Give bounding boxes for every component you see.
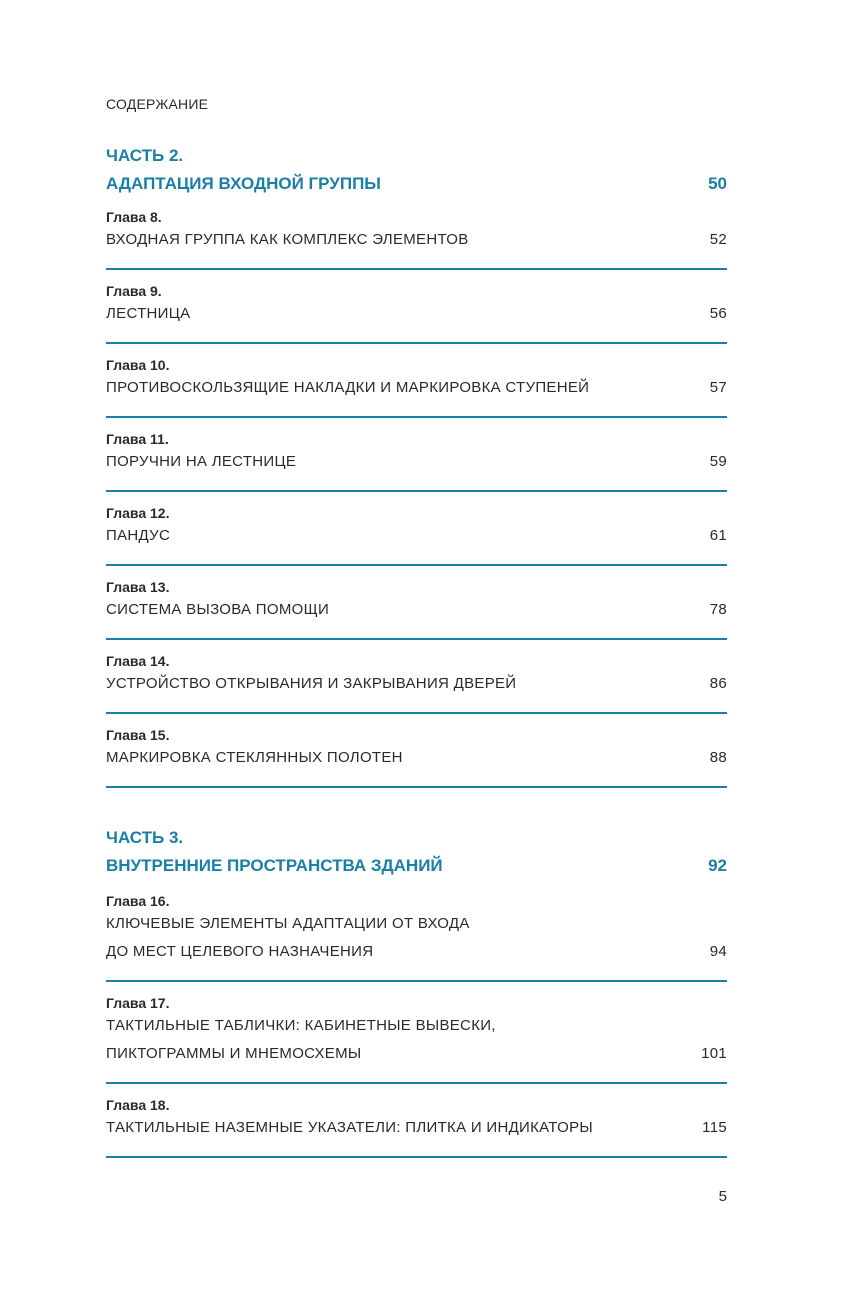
toc-chapter-14[interactable]	[106, 652, 727, 714]
chapter-page: 56	[709, 305, 727, 322]
toc-chapter-9[interactable]	[106, 282, 727, 344]
page-number: 5	[718, 1188, 727, 1205]
chapter-title: СИСТЕМА ВЫЗОВА ПОМОЩИ	[106, 601, 330, 618]
toc-chapter-12[interactable]	[106, 504, 727, 566]
chapter-label: Глава 13.	[106, 579, 170, 595]
chapter-label: Глава 15.	[106, 727, 170, 743]
toc-chapter-8[interactable]	[106, 208, 727, 270]
part-title: АДАПТАЦИЯ ВХОДНОЙ ГРУППЫ	[106, 174, 381, 193]
part-label: ЧАСТЬ 2.	[106, 146, 184, 165]
toc-chapter-16[interactable]	[106, 892, 727, 982]
chapter-title: ВХОДНАЯ ГРУППА КАК КОМПЛЕКС ЭЛЕМЕНТОВ	[106, 231, 469, 248]
toc-chapter-10[interactable]	[106, 356, 727, 418]
chapter-title: УСТРОЙСТВО ОТКРЫВАНИЯ И ЗАКРЫВАНИЯ ДВЕРЕЙ	[106, 675, 517, 692]
chapter-label: Глава 18.	[106, 1097, 170, 1113]
chapter-title: ПОРУЧНИ НА ЛЕСТНИЦЕ	[106, 453, 297, 470]
chapter-title: ТАКТИЛЬНЫЕ НАЗЕМНЫЕ УКАЗАТЕЛИ: ПЛИТКА И ИНДИКАТОРЫ	[106, 1119, 593, 1136]
chapter-label: Глава 12.	[106, 505, 170, 521]
toc-chapter-17[interactable]	[106, 994, 727, 1084]
chapter-page: 52	[709, 231, 727, 248]
toc-chapter-13[interactable]	[106, 578, 727, 640]
chapter-page: 115	[702, 1119, 727, 1136]
chapter-title-line-2: ДО МЕСТ ЦЕЛЕВОГО НАЗНАЧЕНИЯ	[106, 943, 374, 960]
chapter-title: ПАНДУС	[106, 527, 171, 544]
part-page: 50	[708, 174, 727, 193]
chapter-label: Глава 14.	[106, 653, 170, 669]
chapter-title-line-1: КЛЮЧЕВЫЕ ЭЛЕМЕНТЫ АДАПТАЦИИ ОТ ВХОДА	[106, 915, 470, 932]
page-header: СОДЕРЖАНИЕ	[106, 96, 209, 112]
chapter-page: 61	[709, 527, 727, 544]
chapter-page: 86	[709, 675, 727, 692]
chapter-title: ЛЕСТНИЦА	[106, 305, 191, 322]
chapter-title-line-2: ПИКТОГРАММЫ И МНЕМОСХЕМЫ	[106, 1045, 362, 1062]
chapter-label: Глава 9.	[106, 283, 162, 299]
part-2-heading[interactable]	[106, 146, 727, 194]
part-label: ЧАСТЬ 3.	[106, 828, 184, 847]
chapter-page: 94	[709, 943, 727, 960]
part-3-heading[interactable]	[106, 828, 727, 876]
chapter-page: 101	[701, 1045, 727, 1062]
chapter-page: 78	[709, 601, 727, 618]
chapter-label: Глава 16.	[106, 893, 170, 909]
part-page: 92	[708, 856, 727, 875]
toc-chapter-15[interactable]	[106, 726, 727, 788]
part-title: ВНУТРЕННИЕ ПРОСТРАНСТВА ЗДАНИЙ	[106, 856, 443, 875]
chapter-label: Глава 17.	[106, 995, 170, 1011]
toc-chapter-18[interactable]	[106, 1096, 727, 1158]
chapter-page: 88	[709, 749, 727, 766]
toc-chapter-11[interactable]	[106, 430, 727, 492]
chapter-title: ПРОТИВОСКОЛЬЗЯЩИЕ НАКЛАДКИ И МАРКИРОВКА СТУПЕНЕЙ	[106, 379, 590, 396]
chapter-title-line-1: ТАКТИЛЬНЫЕ ТАБЛИЧКИ: КАБИНЕТНЫЕ ВЫВЕСКИ,	[106, 1017, 496, 1034]
chapter-label: Глава 8.	[106, 209, 162, 225]
chapter-page: 57	[709, 379, 727, 396]
chapter-page: 59	[709, 453, 727, 470]
chapter-title: МАРКИРОВКА СТЕКЛЯННЫХ ПОЛОТЕН	[106, 749, 403, 766]
chapter-label: Глава 10.	[106, 357, 170, 373]
chapter-label: Глава 11.	[106, 431, 169, 447]
